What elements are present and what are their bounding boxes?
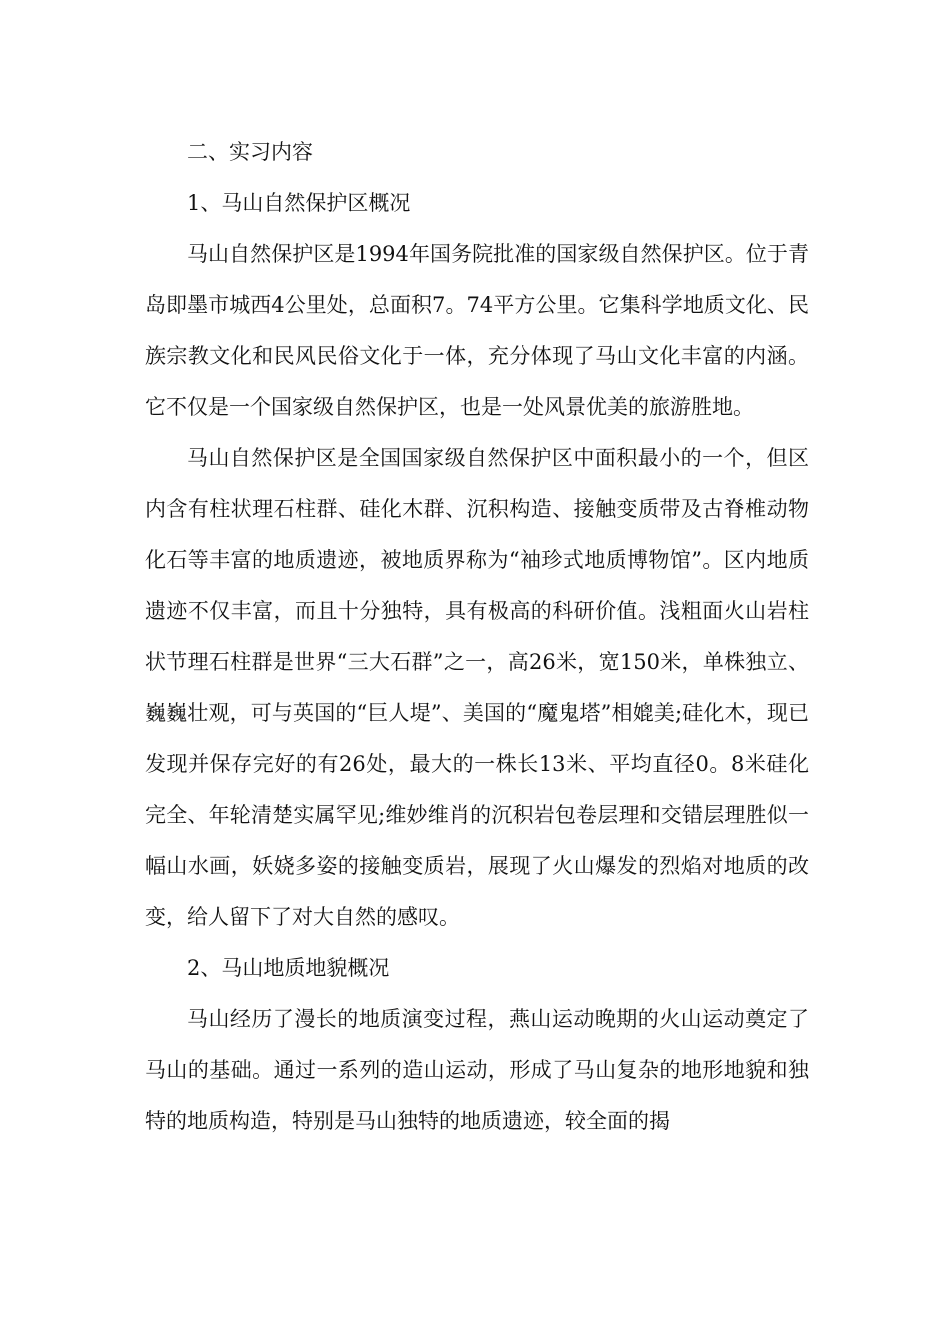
paragraph: 马山自然保护区是1994年国务院批准的国家级自然保护区。位于青岛即墨市城西4公里处，总面积7。74平方公里。它集科学地质文化、民族宗教文化和民风民俗文化于一体，充分体现了马山文化丰富的内涵。它不仅是一个国家级自然保护区，也是一处风景优美的旅游胜地。 [145,242,809,419]
subsection-heading-2: 2、马山地质地貌概况 [187,956,390,980]
paragraph: 马山自然保护区是全国国家级自然保护区中面积最小的一个，但区内含有柱状理石柱群、硅化木群、沉积构造、接触变质带及古脊椎动物化石等丰富的地质遗迹，被地质界称为“袖珍式地质博物馆”。区内地质遗迹不仅丰富，而且十分独特，具有极高的科研价值。浅粗面火山岩柱状节理石柱群是世界“三大石群”之一，高26米，宽150米，单株独立、巍巍壮观，可与英国的“巨人堤”、美国的“魔鬼塔”相媲美;硅化木，现已发现并保存完好的有26处，最大的一株长13米、平均直径0。8米硅化完全、年轮清楚实属罕见;维妙维肖的沉积岩包卷层理和交错层理胜似一幅山水画，妖娆多姿的接触变质岩，展现了火山爆发的烈焰对地质的改变，给人留下了对大自然的感叹。 [145,446,809,929]
document-body [145,127,809,1147]
paragraph: 马山经历了漫长的地质演变过程，燕山运动晚期的火山运动奠定了马山的基础。通过一系列的造山运动，形成了马山复杂的地形地貌和独特的地质构造，特别是马山独特的地质遗迹，较全面的揭 [145,1007,809,1133]
section-heading: 二、实习内容 [187,140,313,164]
subsection-heading-1: 1、马山自然保护区概况 [187,191,411,215]
